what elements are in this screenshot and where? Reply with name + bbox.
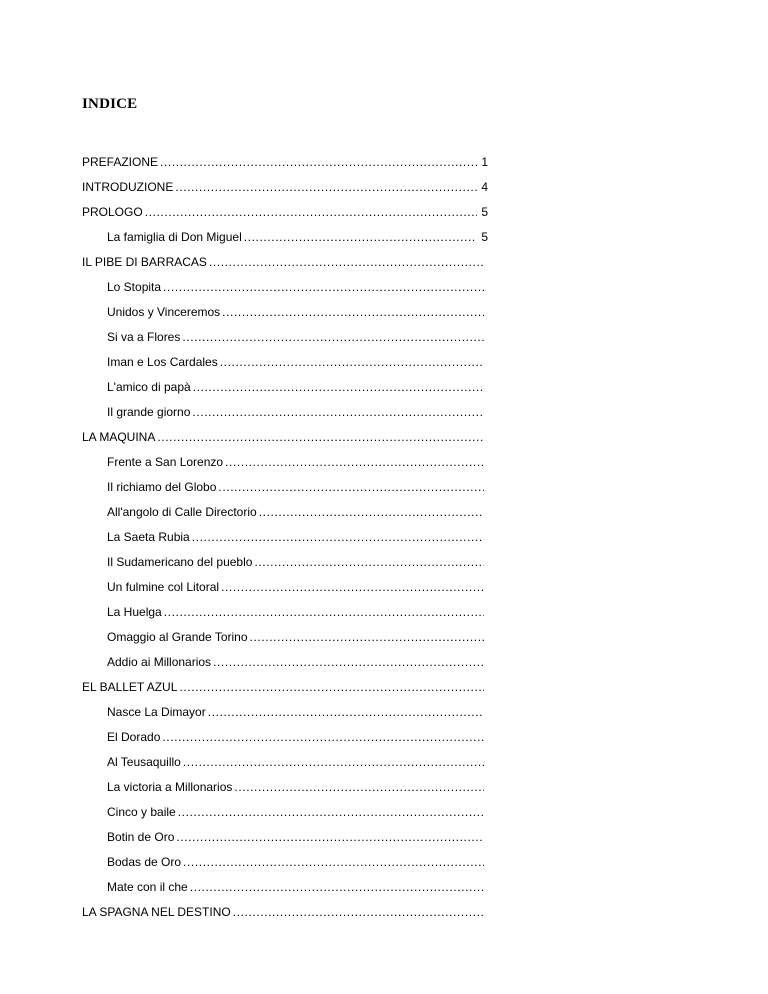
toc-subentry[interactable] <box>82 350 488 375</box>
toc-entry[interactable] <box>82 250 488 275</box>
toc-entry-label: La victoria a Millonarios <box>107 780 233 794</box>
toc-dot-leader <box>222 300 484 325</box>
toc-dot-leader <box>225 450 484 475</box>
toc-subentry[interactable] <box>82 550 488 575</box>
toc-dot-leader <box>233 900 484 925</box>
toc-dot-leader <box>192 525 484 550</box>
toc-dot-leader <box>259 500 484 525</box>
table-of-contents <box>82 150 488 925</box>
toc-entry-label: Al Teusaquillo <box>107 755 181 769</box>
toc-dot-leader <box>234 775 484 800</box>
toc-dot-leader <box>162 725 484 750</box>
toc-subentry[interactable] <box>82 625 488 650</box>
toc-dot-leader <box>221 575 484 600</box>
toc-subentry[interactable] <box>82 850 488 875</box>
toc-page-number: 5 <box>481 230 488 244</box>
page-title: INDICE <box>82 96 138 112</box>
toc-dot-leader <box>163 275 484 300</box>
toc-dot-leader <box>193 375 484 400</box>
toc-dot-leader <box>250 625 484 650</box>
toc-subentry[interactable] <box>82 475 488 500</box>
toc-entry[interactable] <box>82 675 488 700</box>
toc-page-number: 4 <box>481 180 488 194</box>
toc-dot-leader <box>190 875 484 900</box>
toc-dot-leader <box>183 850 484 875</box>
toc-entry-label: Unidos y Vinceremos <box>107 305 221 319</box>
toc-dot-leader <box>175 175 477 200</box>
toc-dot-leader <box>178 800 484 825</box>
toc-dot-leader <box>160 150 477 175</box>
toc-dot-leader <box>254 550 484 575</box>
toc-dot-leader <box>182 325 484 350</box>
toc-dot-leader <box>218 475 484 500</box>
toc-subentry[interactable] <box>82 325 488 350</box>
toc-dot-leader <box>209 250 484 275</box>
toc-entry-label: Botin de Oro <box>107 830 175 844</box>
toc-dot-leader <box>176 825 484 850</box>
toc-subentry[interactable] <box>82 450 488 475</box>
toc-entry-label: All'angolo di Calle Directorio <box>107 505 257 519</box>
toc-page-number: 1 <box>481 155 488 169</box>
toc-entry-label: Mate con il che <box>107 880 188 894</box>
toc-entry[interactable] <box>82 900 488 925</box>
toc-dot-leader <box>244 225 478 250</box>
toc-page-number: 5 <box>481 205 488 219</box>
toc-subentry[interactable] <box>82 875 488 900</box>
toc-entry-label: Omaggio al Grande Torino <box>107 630 248 644</box>
toc-entry-label: Si va a Flores <box>107 330 181 344</box>
toc-subentry[interactable] <box>82 575 488 600</box>
toc-subentry[interactable] <box>82 800 488 825</box>
toc-subentry[interactable] <box>82 825 488 850</box>
toc-entry-label: Lo Stopita <box>107 280 162 294</box>
toc-entry-label: La Saeta Rubia <box>107 530 190 544</box>
toc-entry-label: LA SPAGNA NEL DESTINO <box>82 905 231 919</box>
toc-entry-label: EL BALLET AZUL <box>82 680 178 694</box>
toc-entry-label: Addio ai Millonarios <box>107 655 212 669</box>
toc-entry-label: Cinco y baile <box>107 805 176 819</box>
toc-entry-label: Il grande giorno <box>107 405 191 419</box>
toc-entry-label: LA MAQUINA <box>82 430 156 444</box>
toc-dot-leader <box>183 750 484 775</box>
toc-subentry[interactable] <box>82 725 488 750</box>
toc-subentry[interactable] <box>82 225 488 250</box>
toc-entry-label: Un fulmine col Litoral <box>107 580 220 594</box>
toc-dot-leader <box>208 700 484 725</box>
toc-dot-leader <box>220 350 484 375</box>
toc-entry[interactable] <box>82 200 488 225</box>
toc-entry-label: PROLOGO <box>82 205 143 219</box>
toc-dot-leader <box>179 675 484 700</box>
toc-entry[interactable] <box>82 150 488 175</box>
toc-subentry[interactable] <box>82 650 488 675</box>
toc-subentry[interactable] <box>82 375 488 400</box>
toc-subentry[interactable] <box>82 500 488 525</box>
toc-subentry[interactable] <box>82 525 488 550</box>
toc-entry[interactable] <box>82 425 488 450</box>
toc-entry-label: INTRODUZIONE <box>82 180 174 194</box>
toc-entry-label: Il Sudamericano del pueblo <box>107 555 253 569</box>
toc-subentry[interactable] <box>82 700 488 725</box>
toc-entry-label: Bodas de Oro <box>107 855 182 869</box>
toc-entry-label: IL PIBE DI BARRACAS <box>82 255 207 269</box>
toc-entry-label: La Huelga <box>107 605 162 619</box>
toc-subentry[interactable] <box>82 750 488 775</box>
toc-dot-leader <box>157 425 484 450</box>
toc-subentry[interactable] <box>82 600 488 625</box>
toc-entry-label: Frente a San Lorenzo <box>107 455 224 469</box>
toc-dot-leader <box>164 600 484 625</box>
toc-subentry[interactable] <box>82 400 488 425</box>
toc-entry-label: L'amico di papà <box>107 380 191 394</box>
toc-dot-leader <box>192 400 484 425</box>
toc-entry-label: Iman e Los Cardales <box>107 355 218 369</box>
toc-entry-label: Il richiamo del Globo <box>107 480 217 494</box>
toc-dot-leader <box>213 650 484 675</box>
toc-subentry[interactable] <box>82 275 488 300</box>
toc-entry-label: La famiglia di Don Miguel <box>107 230 242 244</box>
toc-entry-label: Nasce La Dimayor <box>107 705 206 719</box>
toc-entry-label: El Dorado <box>107 730 161 744</box>
toc-dot-leader <box>145 200 478 225</box>
toc-entry[interactable] <box>82 175 488 200</box>
toc-subentry[interactable] <box>82 775 488 800</box>
toc-entry-label: PREFAZIONE <box>82 155 159 169</box>
toc-subentry[interactable] <box>82 300 488 325</box>
